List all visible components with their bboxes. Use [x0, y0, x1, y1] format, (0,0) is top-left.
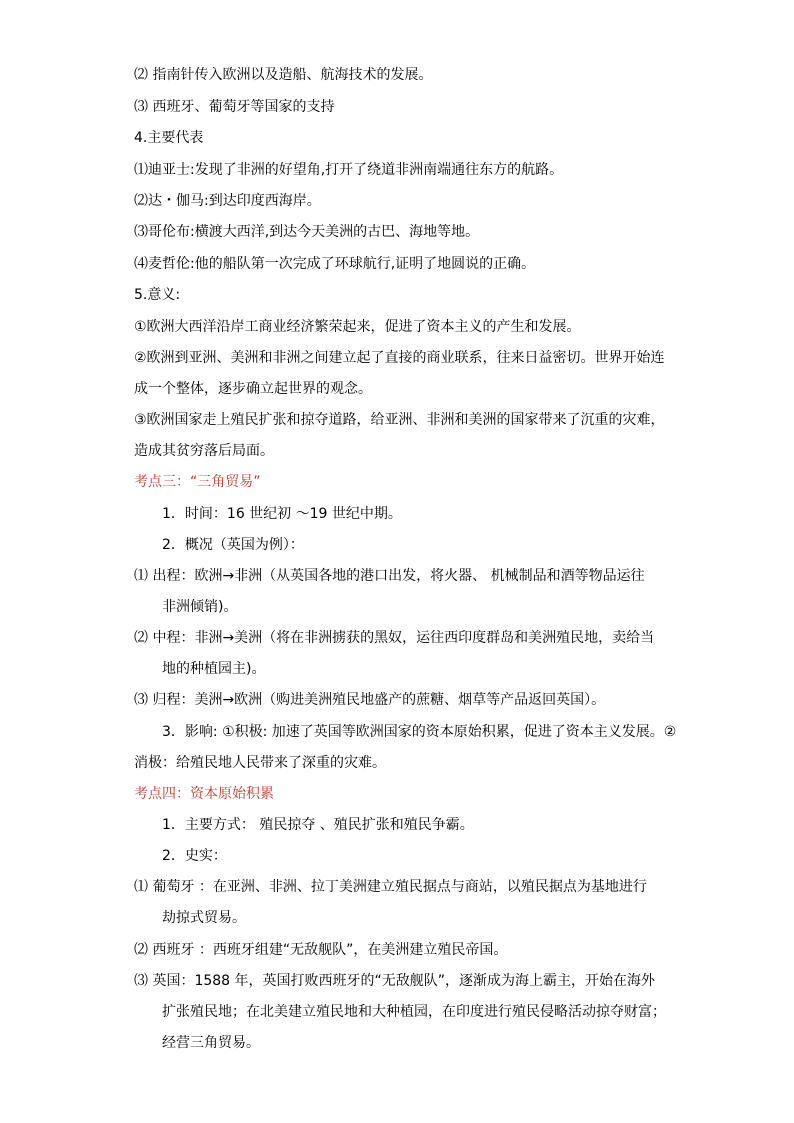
- text-line: ⑷麦哲伦:他的船队第一次完成了环球航行,证明了地圆说的正确。: [134, 256, 536, 272]
- text-line: ⑴ 出程：欧洲→非洲（从英国各地的港口出发，将火器、 机械制品和酒等物品运往: [134, 568, 645, 584]
- text-line: 劫掠式贸易。: [162, 910, 246, 926]
- section-heading: 5.意义:: [134, 287, 181, 303]
- text-line: ⑶哥伦布:横渡大西洋,到达今天美洲的古巴、海地等地。: [134, 224, 480, 240]
- text-line: 1．主要方式： 殖民掠夺 、殖民扩张和殖民争霸。: [162, 817, 474, 833]
- text-line: 造成其贫穷落后局面。: [134, 443, 274, 459]
- text-line: 2．史实：: [162, 848, 227, 864]
- text-line: ⑴迪亚士:发现了非洲的好望角,打开了绕道非洲南端通往东方的航路。: [134, 162, 564, 178]
- text-line: ⑵ 指南针传入欧洲以及造船、航海技术的发展。: [134, 67, 433, 83]
- topic-heading-4: 考点四：资本原始积累: [134, 786, 274, 802]
- text-line: ⑵ 西班牙 ：西班牙组建“无敌舰队”，在美洲建立殖民帝国。: [134, 942, 508, 958]
- text-line: 地的种植园主)。: [162, 661, 266, 677]
- topic-heading-3: 考点三：“三角贸易”: [134, 474, 261, 490]
- text-line: 成一个整体，逐步确立起世界的观念。: [134, 381, 372, 397]
- text-line: 经营三角贸易。: [162, 1035, 260, 1051]
- text-line: 1．时间：16 世纪初 ～19 世纪中期。: [162, 506, 402, 522]
- text-line: ⑵ 中程：非洲→美洲（将在非洲掳获的黑奴，运往西印度群岛和美洲殖民地，卖给当: [134, 630, 655, 646]
- text-line: ③欧洲国家走上殖民扩张和掠夺道路，给亚洲、非洲和美洲的国家带来了沉重的灾难，: [134, 412, 665, 428]
- text-line: 4.主要代表: [134, 130, 204, 146]
- text-line: ⑶ 西班牙、葡萄牙等国家的支持: [134, 99, 335, 115]
- text-line: ②欧洲到亚洲、美洲和非洲之间建立起了直接的商业联系，往来日益密切。世界开始连: [134, 350, 665, 366]
- text-line: ⑵达・伽马:到达印度西海岸。: [134, 193, 321, 209]
- text-line: 非洲倾销)。: [162, 599, 238, 615]
- text-line: ⑴ 葡萄牙 ：在亚洲、非洲、拉丁美洲建立殖民据点与商站，以殖民据点为基地进行: [134, 879, 647, 895]
- text-line: 扩张殖民地；在北美建立殖民地和大种植园，在印度进行殖民侵略活动掠夺财富；: [162, 1004, 666, 1020]
- text-line: 消极：给殖民地人民带来了深重的灾难。: [134, 755, 386, 771]
- text-line: 3．影响: ①积极: 加速了英国等欧洲国家的资本原始积累，促进了资本主义发展。②: [162, 724, 677, 740]
- text-line: ⑶ 归程：美洲→欧洲（购进美洲殖民地盛产的蔗糖、烟草等产品返回英国）。: [134, 692, 606, 708]
- text-line: 2．概况（英国为例）：: [162, 537, 304, 553]
- text-line: ①欧洲大西洋沿岸工商业经济繁荣起来，促进了资本主义的产生和发展。: [134, 319, 581, 335]
- text-line: ⑶ 英国：1588 年，英国打败西班牙的“无敌舰队”，逐渐成为海上霸主，开始在海外: [134, 973, 656, 989]
